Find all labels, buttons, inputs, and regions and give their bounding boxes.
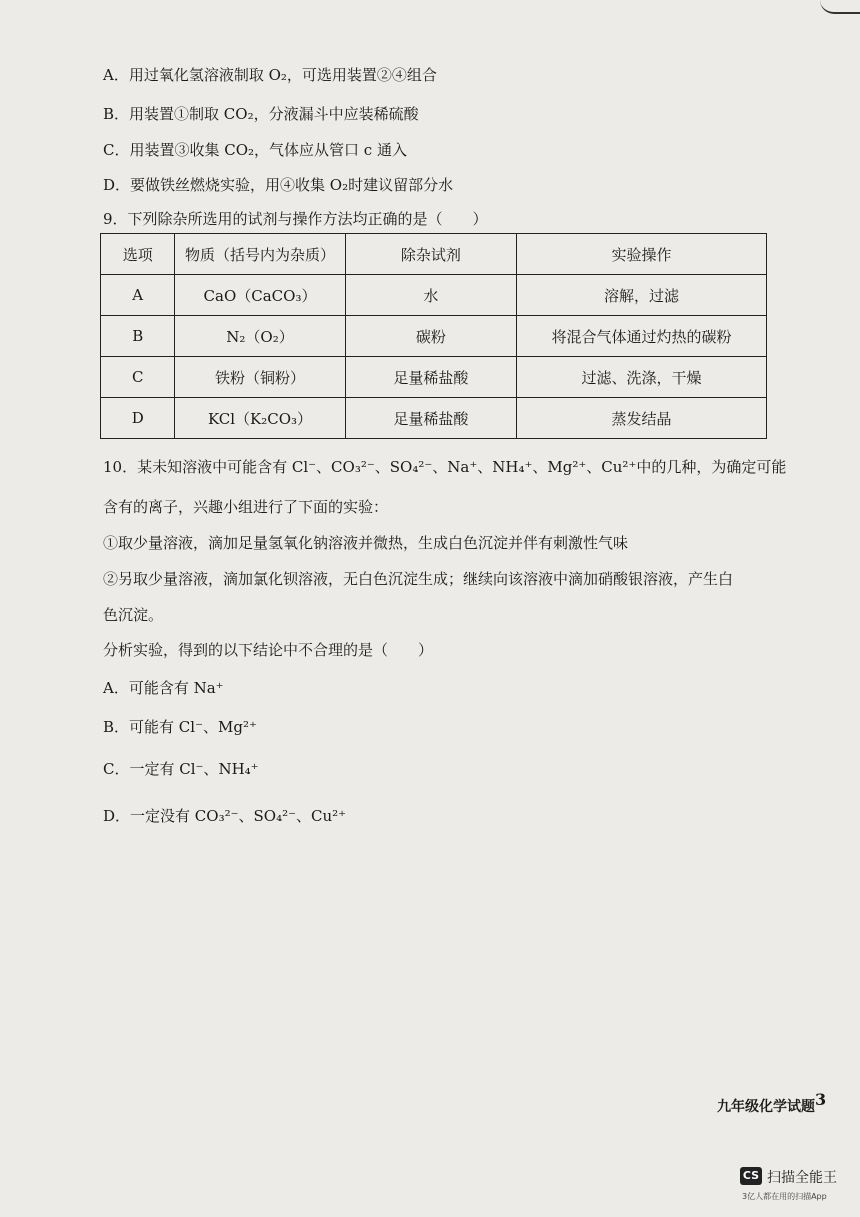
q10-option-c: C．一定有 Cl⁻、NH₄⁺: [103, 760, 259, 778]
cell-reagent: 水: [345, 275, 517, 316]
q10-stem-line1: 10．某未知溶液中可能含有 Cl⁻、CO₃²⁻、SO₄²⁻、Na⁺、NH₄⁺、Mg²⁺、Cu²⁺中的几种，为确定可能: [103, 458, 787, 476]
header-operation: 实验操作: [517, 234, 767, 275]
q10-option-a: A．可能含有 Na⁺: [103, 679, 224, 697]
camscanner-logo-icon: CS: [740, 1167, 762, 1185]
cell-operation: 将混合气体通过灼热的碳粉: [517, 316, 767, 357]
q8-option-a: A．用过氧化氢溶液制取 O₂，可选用装置②④组合: [103, 66, 437, 84]
q10-stem-line2: 含有的离子，兴趣小组进行了下面的实验：: [103, 498, 389, 516]
table-row: [101, 316, 767, 357]
header-substance: 物质（括号内为杂质）: [175, 234, 345, 275]
page-number: 3: [815, 1090, 827, 1109]
table-header-row: [101, 234, 767, 275]
q10-step1: ①取少量溶液，滴加足量氢氧化钠溶液并微热，生成白色沉淀并伴有刺激性气味: [103, 534, 629, 552]
q8-option-d: D．要做铁丝燃烧实验，用④收集 O₂时建议留部分水: [103, 176, 454, 194]
q9-table: [100, 233, 767, 439]
cell-substance: N₂（O₂）: [175, 316, 345, 357]
cell-substance: KCl（K₂CO₃）: [175, 398, 345, 439]
cell-reagent: 足量稀盐酸: [345, 398, 517, 439]
q9-stem: 9．下列除杂所选用的试剂与操作方法均正确的是（ ）: [103, 210, 488, 228]
header-option: 选项: [101, 234, 175, 275]
cell-option: A: [101, 275, 175, 316]
cell-reagent: 碳粉: [345, 316, 517, 357]
q10-step2-line1: ②另取少量溶液，滴加氯化钡溶液，无白色沉淀生成；继续向该溶液中滴加硝酸银溶液，产生白: [103, 570, 734, 588]
cell-substance: CaO（CaCO₃）: [175, 275, 345, 316]
cell-operation: 过滤、洗涤，干燥: [517, 357, 767, 398]
scanner-tagline: 3亿人都在用的扫描App: [742, 1192, 827, 1201]
cell-option: C: [101, 357, 175, 398]
q10-option-b: B．可能有 Cl⁻、Mg²⁺: [103, 718, 257, 736]
cell-option: B: [101, 316, 175, 357]
page-corner-curl: [820, 0, 860, 14]
cell-substance: 铁粉（铜粉）: [175, 357, 345, 398]
q8-option-b: B．用装置①制取 CO₂，分液漏斗中应装稀硫酸: [103, 105, 419, 123]
cell-operation: 蒸发结晶: [517, 398, 767, 439]
q8-option-c: C．用装置③收集 CO₂，气体应从管口 c 通入: [103, 141, 407, 159]
header-reagent: 除杂试剂: [345, 234, 517, 275]
q10-step2-line2: 色沉淀。: [103, 606, 164, 624]
cell-operation: 溶解，过滤: [517, 275, 767, 316]
scanner-app-name: 扫描全能王: [767, 1170, 837, 1186]
table-row: [101, 275, 767, 316]
q10-question: 分析实验，得到的以下结论中不合理的是（ ）: [103, 641, 434, 659]
q10-option-d: D．一定没有 CO₃²⁻、SO₄²⁻、Cu²⁺: [103, 807, 347, 825]
footer-exam-title: 九年级化学试题: [717, 1099, 815, 1115]
table-row: [101, 357, 767, 398]
table-row: [101, 398, 767, 439]
cell-reagent: 足量稀盐酸: [345, 357, 517, 398]
cell-option: D: [101, 398, 175, 439]
